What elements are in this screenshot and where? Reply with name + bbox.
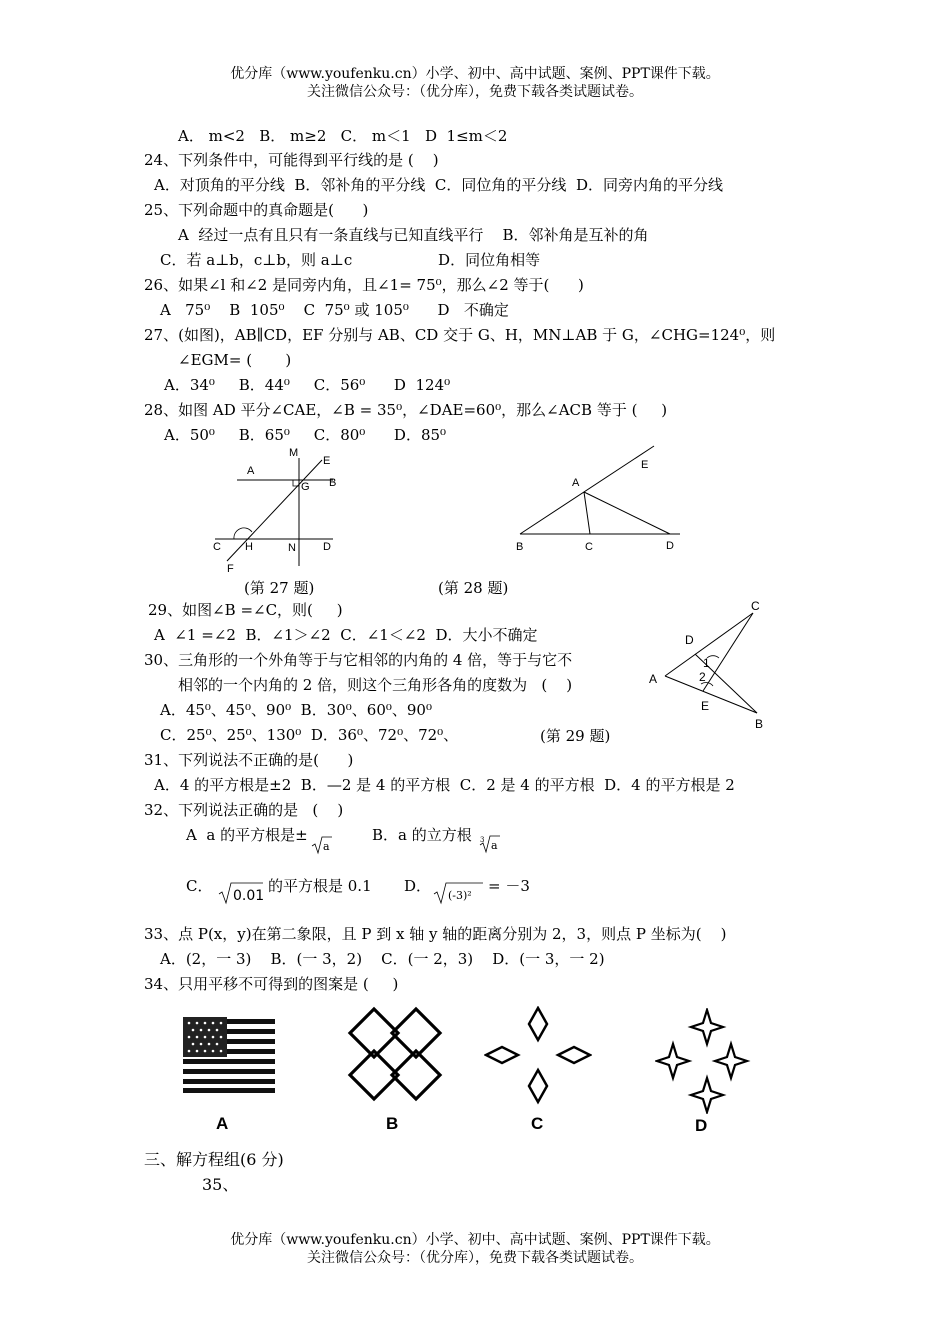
cbrt-a-symbol xyxy=(478,833,502,855)
sqrt-a-symbol xyxy=(310,834,334,856)
label-c: C xyxy=(585,541,593,553)
pattern-c-diamonds xyxy=(484,1006,592,1106)
q25-stem: 25、下列命题中的真命题是( ) xyxy=(144,201,369,219)
caption-fig27: (第 27 题) xyxy=(244,579,315,597)
q30-stem-cont: 相邻的一个内角的 2 倍，则这个三角形各角的度数为 ( ) xyxy=(178,676,573,694)
segment-ac xyxy=(584,492,590,534)
label-2: 2 xyxy=(699,670,706,684)
caption-fig28: (第 28 题) xyxy=(438,579,509,597)
q32-option-d-label: D． xyxy=(404,877,432,895)
cbrt-a-radicand: a xyxy=(491,839,498,852)
sqrt-a-radicand: a xyxy=(323,840,330,853)
segment-ab xyxy=(665,676,757,713)
label-h: H xyxy=(245,541,253,553)
figure-28 xyxy=(510,440,690,555)
section-3-title: 三、解方程组(6 分) xyxy=(144,1150,284,1169)
q32-option-c-text: 的平方根是 0.1 xyxy=(268,877,372,895)
q30-options-cd: C．25⁰、25⁰、130⁰ D．36⁰、72⁰、72⁰、 xyxy=(160,726,459,744)
label-m: M xyxy=(289,447,299,459)
q30-options-ab: A．45⁰、45⁰、90⁰ B．30⁰、60⁰、90⁰ xyxy=(160,701,432,719)
line-ef xyxy=(227,460,322,561)
figure-29 xyxy=(645,598,775,733)
label-e: E xyxy=(323,455,331,467)
q30-stem: 30、三角形的一个外角等于与它相邻的内角的 4 倍，等于与它不 xyxy=(144,651,573,669)
q25-options-cd: C．若 a⊥b，c⊥b，则 a⊥c D．同位角相等 xyxy=(160,251,541,269)
header-line-2: 关注微信公众号：（优分库），免费下载各类试题试卷。 xyxy=(307,84,643,100)
segment-ad xyxy=(584,492,670,534)
q27-stem-cont: ∠EGM= ( ) xyxy=(178,351,292,369)
q32-stem: 32、下列说法正确的是 ( ) xyxy=(144,801,344,819)
pattern-b-squares xyxy=(347,1006,443,1102)
line-be xyxy=(520,446,654,534)
label-a: A xyxy=(572,477,580,489)
q29-stem: 29、如图∠B =∠C，则( ) xyxy=(148,601,343,619)
q33-options: A．(2，一 3) B．(一 3，2) C．(一 2，3) D．(一 3，一 2) xyxy=(160,950,605,968)
label-n: N xyxy=(288,542,296,554)
label-f: F xyxy=(227,563,234,575)
footer-line-2: 关注微信公众号：（优分库），免费下载各类试题试卷。 xyxy=(307,1250,643,1266)
label-e: E xyxy=(641,459,649,471)
sqrt-001-radicand: 0.01 xyxy=(233,888,264,904)
q24-options: A．对顶角的平分线 B．邻补角的平分线 C．同位角的平分线 D．同旁内角的平分线 xyxy=(154,176,723,194)
q26-options: A 75⁰ B 105⁰ C 75⁰ 或 105⁰ D 不确定 xyxy=(160,301,509,319)
label-d: D xyxy=(323,541,331,553)
header-line-1: 优分库（www.youfenku.cn）小学、初中、高中试题、案例、PPT课件下载。 xyxy=(230,66,720,82)
cbrt-index: 3 xyxy=(480,836,485,844)
q27-options: A．34⁰ B．44⁰ C．56⁰ D 124⁰ xyxy=(164,376,451,394)
q28-options: A．50⁰ B．65⁰ C．80⁰ D．85⁰ xyxy=(164,426,447,444)
label-e: E xyxy=(701,699,710,713)
q28-stem: 28、如图 AD 平分∠CAE，∠B = 35⁰，∠DAE=60⁰，那么∠ACB 等于 ( ) xyxy=(144,401,668,419)
q24-stem: 24、下列条件中，可能得到平行线的是 ( ) xyxy=(144,151,439,169)
pattern-a-label: A xyxy=(216,1114,229,1133)
label-b: B xyxy=(329,477,337,489)
pattern-b-label: B xyxy=(386,1114,399,1133)
label-1: 1 xyxy=(703,656,710,670)
caption-fig29: (第 29 题) xyxy=(540,727,611,745)
pattern-c-label: C xyxy=(531,1114,544,1133)
footer-line-1: 优分库（www.youfenku.cn）小学、初中、高中试题、案例、PPT课件下载。 xyxy=(230,1232,720,1248)
q25-options-ab: A 经过一点有且只有一条直线与已知直线平行 B．邻补角是互补的角 xyxy=(178,226,649,244)
label-a: A xyxy=(649,672,658,686)
segment-ce xyxy=(703,613,753,691)
q23-options: A． m<2 B． m≥2 C． m＜1 D 1≤m＜2 xyxy=(178,127,508,145)
sqrt-001-symbol xyxy=(218,880,264,906)
q29-options: A ∠1 =∠2 B．∠1＞∠2 C．∠1＜∠2 D．大小不确定 xyxy=(154,626,538,644)
label-b: B xyxy=(755,717,764,731)
label-c: C xyxy=(213,541,221,553)
q32-option-c-label: C． xyxy=(186,877,213,895)
q35-stem: 35、 xyxy=(202,1175,239,1194)
q31-stem: 31、下列说法不正确的是( ) xyxy=(144,751,354,769)
figure-27 xyxy=(205,446,345,576)
sqrt-neg3-squared-radicand: (-3)² xyxy=(448,889,472,902)
q26-stem: 26、如果∠l 和∠2 是同旁内角，且∠1= 75⁰，那么∠2 等于( ) xyxy=(144,276,584,294)
q33-stem: 33、点 P(x，y)在第二象限，且 P 到 x 轴 y 轴的距离分别为 2，3，则点 P 坐标为( ) xyxy=(144,925,727,943)
label-g: G xyxy=(301,481,310,493)
pattern-d-stars xyxy=(655,1008,751,1114)
q27-stem: 27、(如图)，AB∥CD，EF 分别与 AB、CD 交于 G、H，MN⊥AB 于 G，∠CHG=124⁰，则 xyxy=(144,326,776,344)
pattern-a-flag xyxy=(183,1017,277,1095)
label-d: D xyxy=(685,633,694,647)
label-c: C xyxy=(751,599,760,613)
label-d: D xyxy=(666,540,674,552)
q32-option-d-text: = －3 xyxy=(488,877,530,895)
q32-option-b: B．a 的立方根 xyxy=(372,826,472,844)
q32-option-a: A a 的平方根是± xyxy=(186,826,308,844)
sqrt-neg3-squared-symbol xyxy=(433,880,485,906)
q34-stem: 34、只用平移不可得到的图案是 ( ) xyxy=(144,975,399,993)
label-b: B xyxy=(516,541,524,553)
q31-options: A．4 的平方根是±2 B．—2 是 4 的平方根 C．2 是 4 的平方根 D．4 的平方根是 2 xyxy=(154,776,735,794)
label-a: A xyxy=(247,465,255,477)
pattern-d-label: D xyxy=(695,1116,708,1135)
